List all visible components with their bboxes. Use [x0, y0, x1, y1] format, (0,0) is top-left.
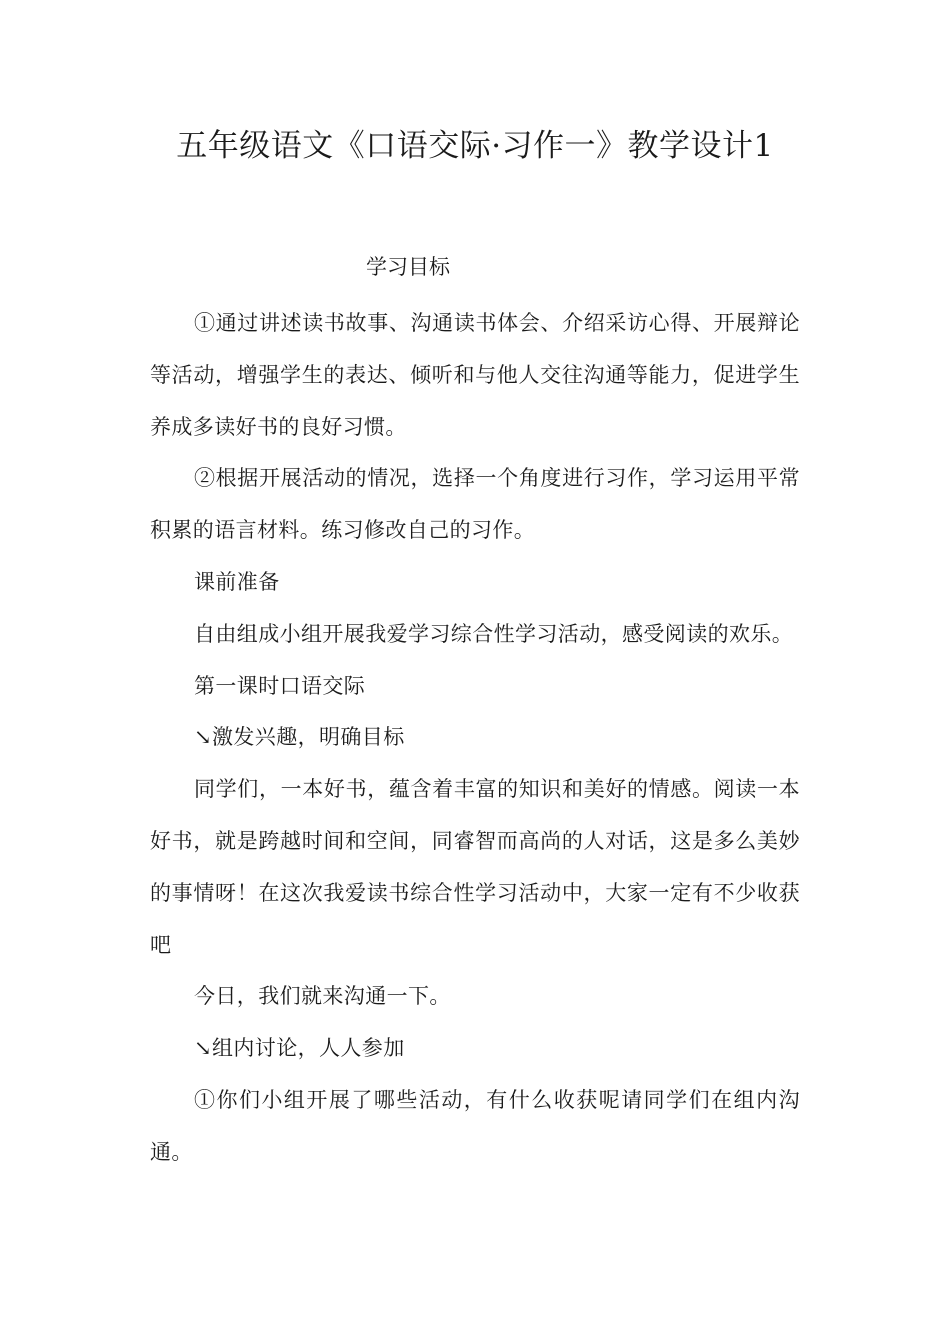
document-body: [150, 298, 800, 1179]
paragraph-group-discussion: ①你们小组开展了哪些活动，有什么收获呢请同学们在组内沟通。: [150, 1087, 800, 1164]
heading-step-2: ↘组内讨论，人人参加: [194, 1036, 405, 1061]
heading-lesson-1: 第一课时口语交际: [194, 673, 366, 698]
document-title: 五年级语文《口语交际·习作一》教学设计1: [176, 128, 774, 164]
paragraph-goal-1: ①通过讲述读书故事、沟通读书体会、介绍采访心得、开展辩论等活动，增强学生的表达、倾听和与他人交往沟通等能力，促进学生养成多读好书的良好习惯。: [150, 311, 800, 439]
paragraph-preparation: 自由组成小组开展我爱学习综合性学习活动，感受阅读的欢乐。: [194, 621, 794, 646]
heading-preparation: 课前准备: [194, 569, 280, 594]
paragraph-goal-2: ②根据开展活动的情况，选择一个角度进行习作，学习运用平常积累的语言材料。练习修改自己的习作。: [150, 466, 800, 543]
paragraph-today: 今日，我们就来沟通一下。: [194, 984, 451, 1009]
heading-step-1: ↘激发兴趣，明确目标: [194, 725, 405, 750]
paragraph-intro: 同学们，一本好书，蕴含着丰富的知识和美好的情感。阅读一本好书，就是跨越时间和空间，同睿智而高尚的人对话，这是多么美妙的事情呀！在这次我爱读书综合性学习活动中，大家一定有不少收获吧: [150, 777, 800, 957]
section-heading-learning-goals: 学习目标: [366, 255, 450, 279]
